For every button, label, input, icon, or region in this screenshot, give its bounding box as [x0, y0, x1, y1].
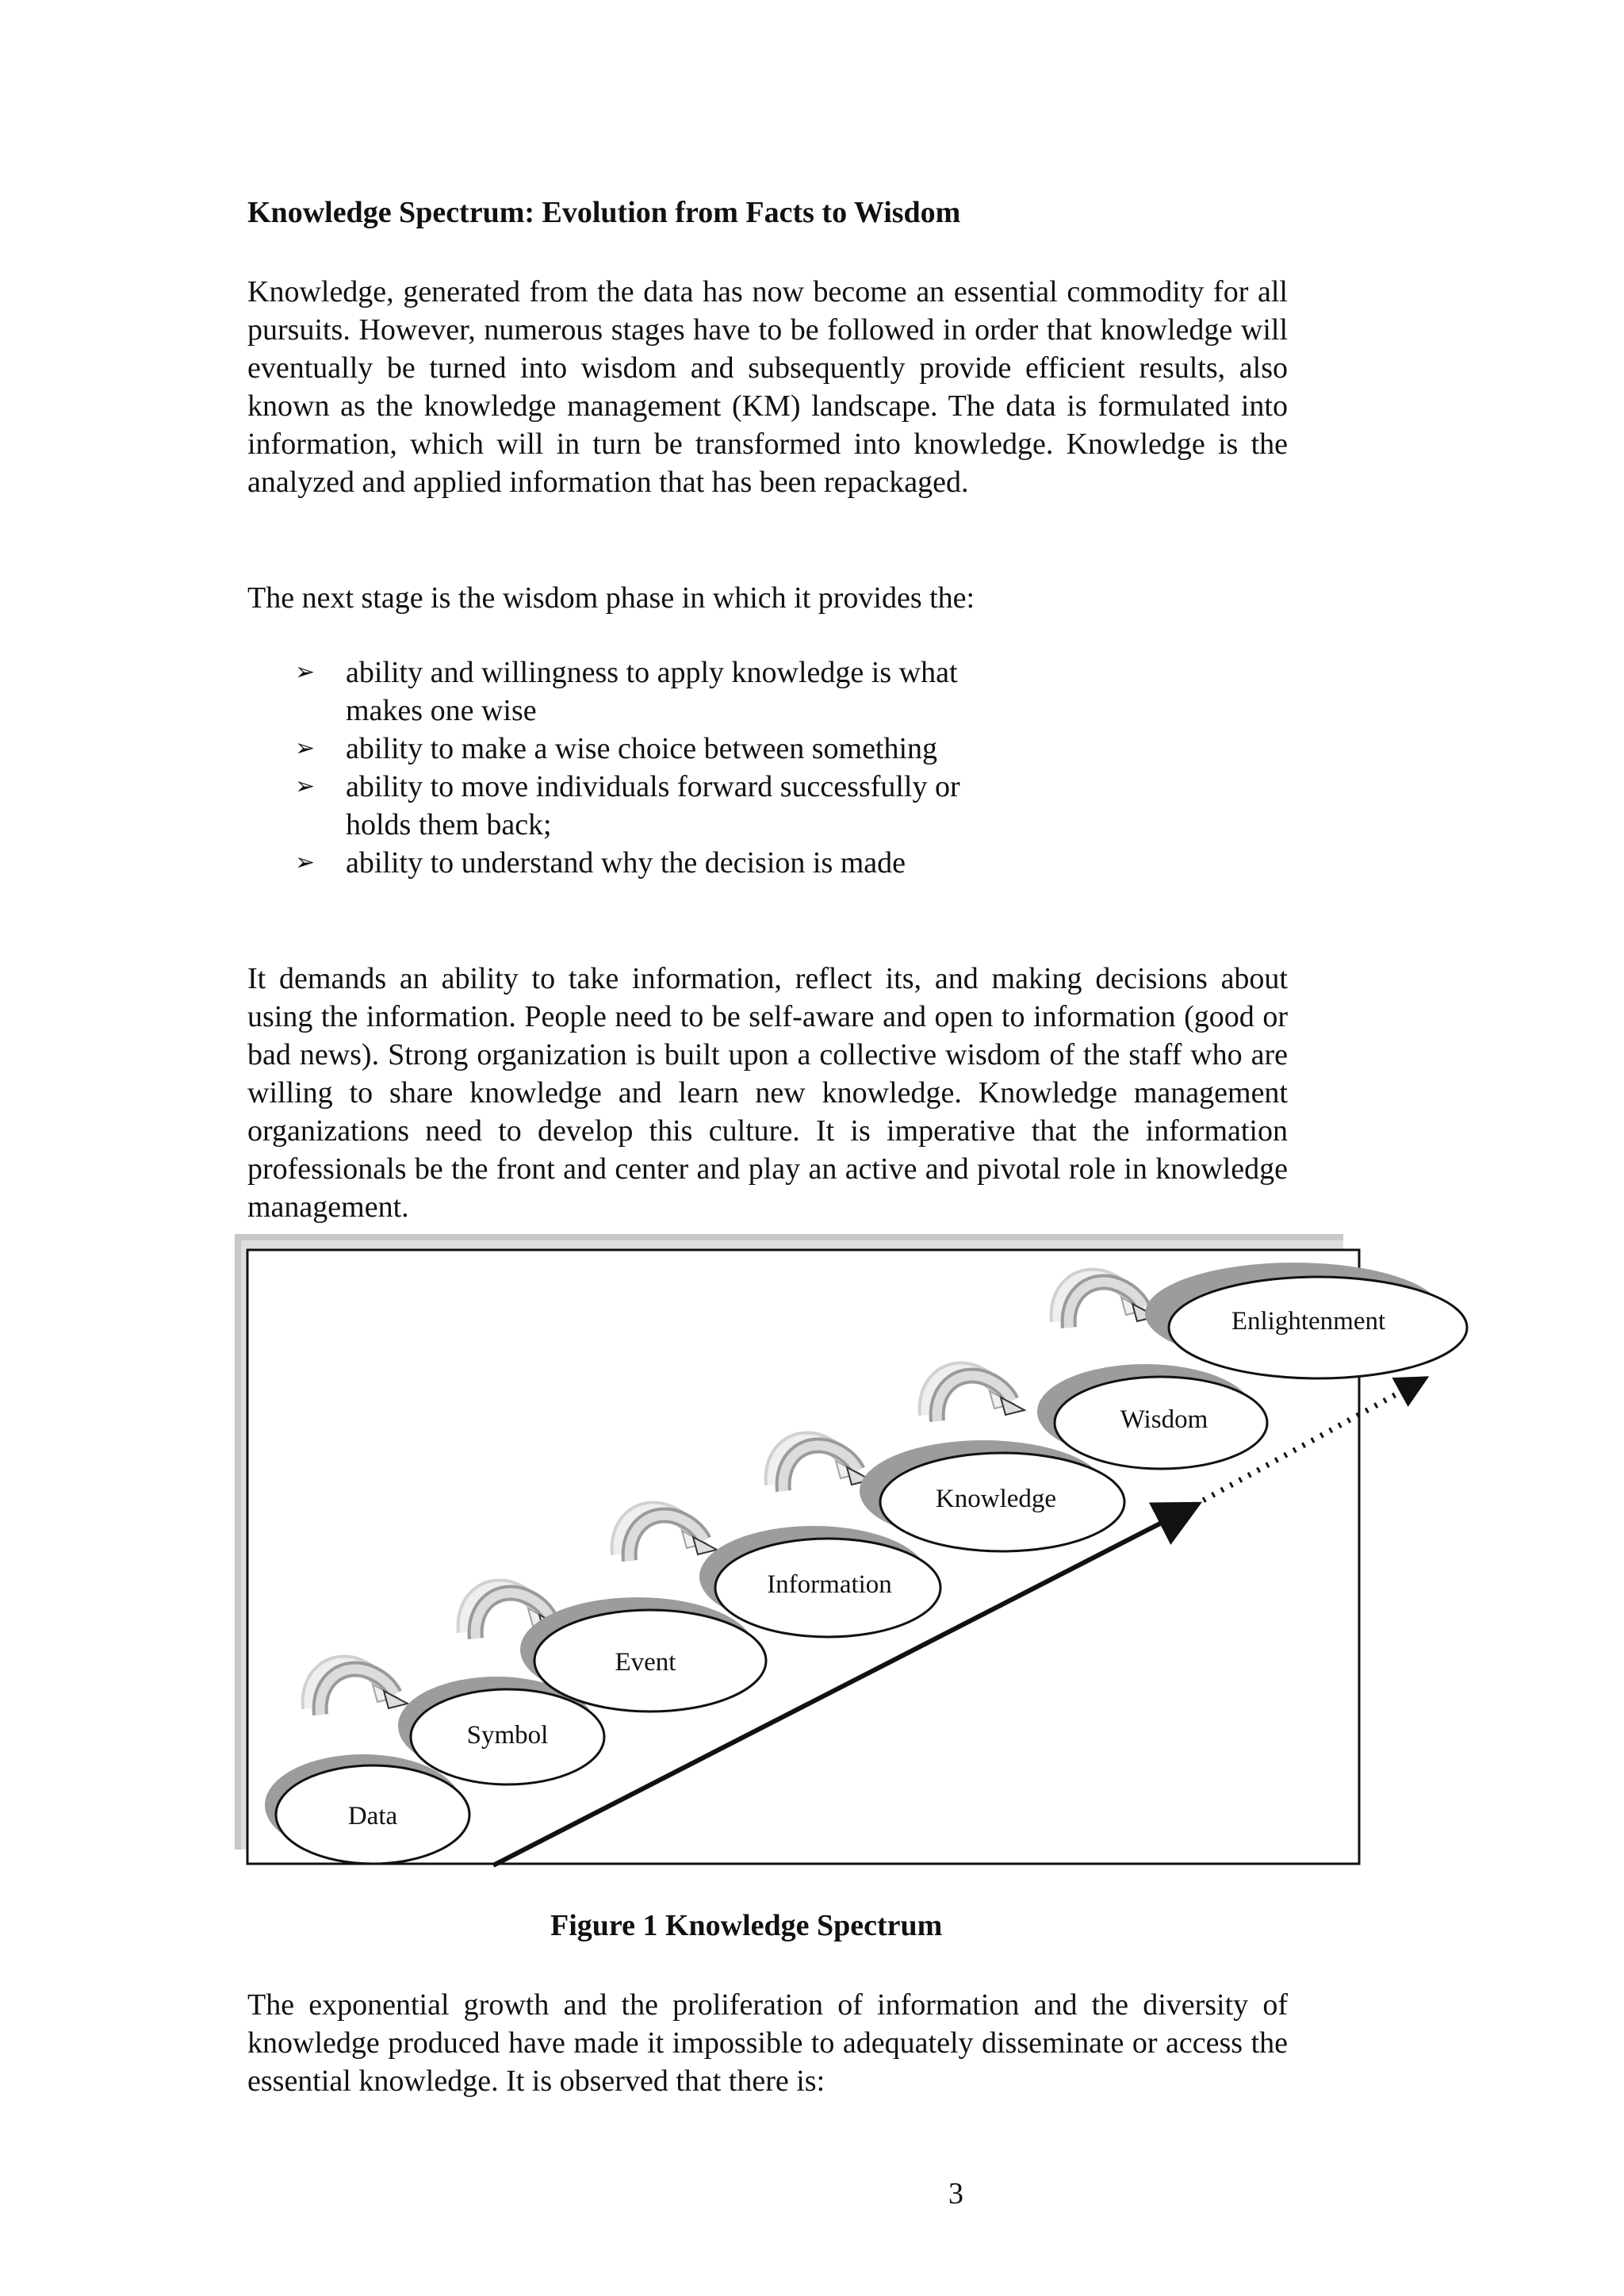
arrowhead-bullet-icon: ➢ — [295, 734, 316, 762]
bullet-text: ability and willingness to apply knowledge is what makes one wise — [346, 656, 958, 727]
stage-label: Knowledge — [935, 1485, 1057, 1513]
arrowhead-bullet-icon: ➢ — [295, 772, 316, 800]
figure-caption: Figure 1 Knowledge Spectrum — [550, 1909, 943, 1942]
paragraph-intro: Knowledge, generated from the data has now become an essential commodity for all pursuits. However, numerous stages have to be followed in order that knowledge will eventually be turned into wisdom and subsequently provide efficient results, also known as the knowledge management (KM) landscape. The data is formulated into information, which will in turn be transformed into knowledge. Knowledge is the analyzed and applied information that has been repackaged. — [247, 275, 1288, 499]
paragraph-wisdom-culture: It demands an ability to take information, reflect its, and making decisions about using the information. People need to be self-aware and open to information (good or bad news). Strong organization is built upon a collective wisdom of the staff who are willing to share knowledge and learn new knowledge. Knowledge management organizations need to develop this culture. It is imperative that the information professionals be the front and center and play an active and pivotal role in knowledge management. — [247, 962, 1288, 1224]
stage-label: Enlightenment — [1231, 1307, 1386, 1336]
bullet-text: ability to make a wise choice between something — [346, 732, 938, 765]
page-number: 3 — [948, 2177, 963, 2210]
paragraph-next-stage: The next stage is the wisdom phase in which it provides the: — [247, 581, 975, 615]
bullet-text: ability to understand why the decision is made — [346, 846, 906, 880]
stage-label: Wisdom — [1120, 1405, 1208, 1434]
arrowhead-bullet-icon: ➢ — [295, 849, 316, 876]
bullet-text: ability to move individuals forward successfully or holds them back; — [346, 770, 960, 841]
stage-label: Event — [615, 1648, 676, 1677]
arrowhead-bullet-icon: ➢ — [295, 658, 316, 686]
paragraph-exponential-growth: The exponential growth and the proliferation of information and the diversity of knowledge produced have made it impossible to adequately disseminate or access the essential knowledge. It is observed that there is: — [247, 1988, 1288, 2098]
section-heading: Knowledge Spectrum: Evolution from Facts to Wisdom — [247, 196, 961, 229]
stage-label: Information — [767, 1570, 892, 1599]
stage-label: Data — [347, 1802, 398, 1830]
stage-label: Symbol — [466, 1721, 549, 1750]
